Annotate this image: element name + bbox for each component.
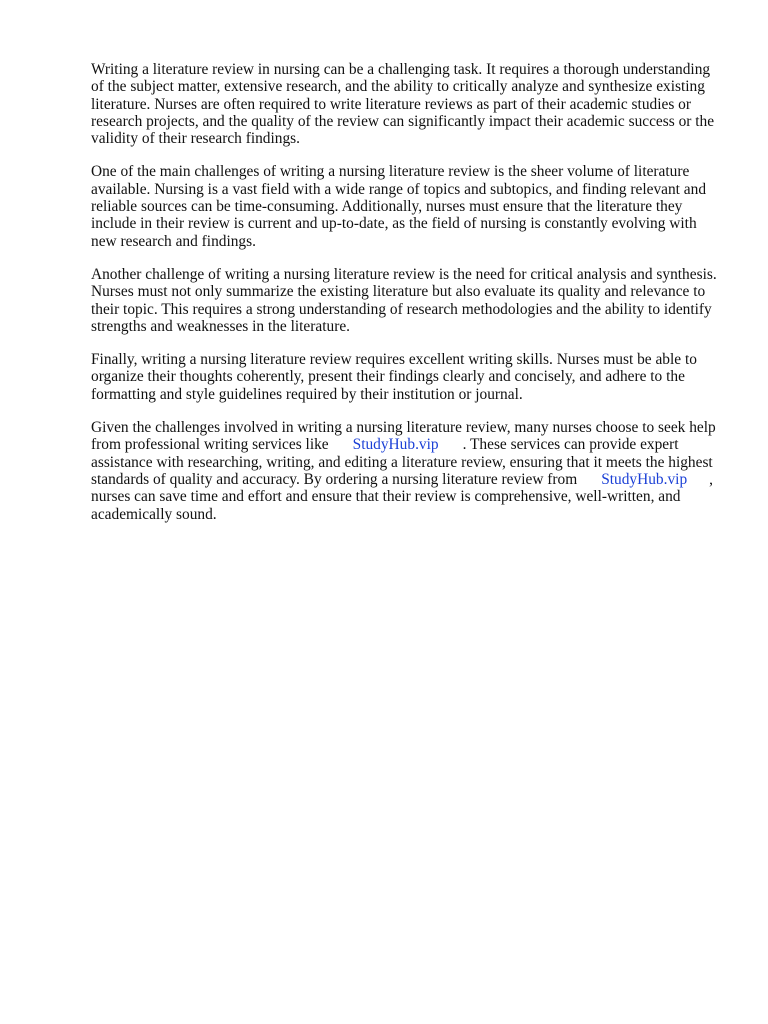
paragraph-analysis-challenge: Another challenge of writing a nursing literature review is the need for critical analysis and synthesis. Nurses must not only summarize the existing literature but also evaluate its quality and relevance to their topic. This requires a strong understanding of research methodologies and the ability to identify strengths and weaknesses in the literature. [91,265,717,335]
studyhub-link-2[interactable]: StudyHub.vip [601,470,688,488]
conclusion-text-1: Given the challenges involved in writing a nursing literature review, many nurses choose to seek help from professional writing services like [91,419,716,454]
conclusion-text-3: , nurses can save time and effort and ensure that their review is comprehensive, well-written, and academically sound. [91,470,714,523]
paragraph-writing-skills: Finally, writing a nursing literature review requires excellent writing skills. Nurses must be able to organize their thoughts coherently, present their findings clearly and concisely, and adhere to the formatting and style guidelines required by their institution or journal. [91,351,697,403]
studyhub-link-1[interactable]: StudyHub.vip [352,436,439,454]
conclusion-text-2: . These services can provide expert assistance with researching, writing, and editing a literature review, ensuring that it meets the highest standards of quality and accuracy. By ordering a nursing literature review from [91,436,713,488]
paragraph-intro: Writing a literature review in nursing can be a challenging task. It requires a thorough understanding of the subject matter, extensive research, and the ability to critically analyze and synthesize existing literature. Nurses are often required to write literature reviews as part of their academic studies or research projects, and the quality of the review can significantly impact their academic success or the validity of their research findings. [91,61,715,148]
paragraph-volume-challenge: One of the main challenges of writing a nursing literature review is the sheer volume of literature available. Nursing is a vast field with a wide range of topics and subtopics, and finding relevant and reliable sources can be time-consuming. Additionally, nurses must ensure that the literature they include in their review is current and up-to-date, as the field of nursing is constantly evolving with new research and findings. [91,163,707,250]
document-page [91,61,724,539]
paragraph-conclusion [91,419,724,523]
